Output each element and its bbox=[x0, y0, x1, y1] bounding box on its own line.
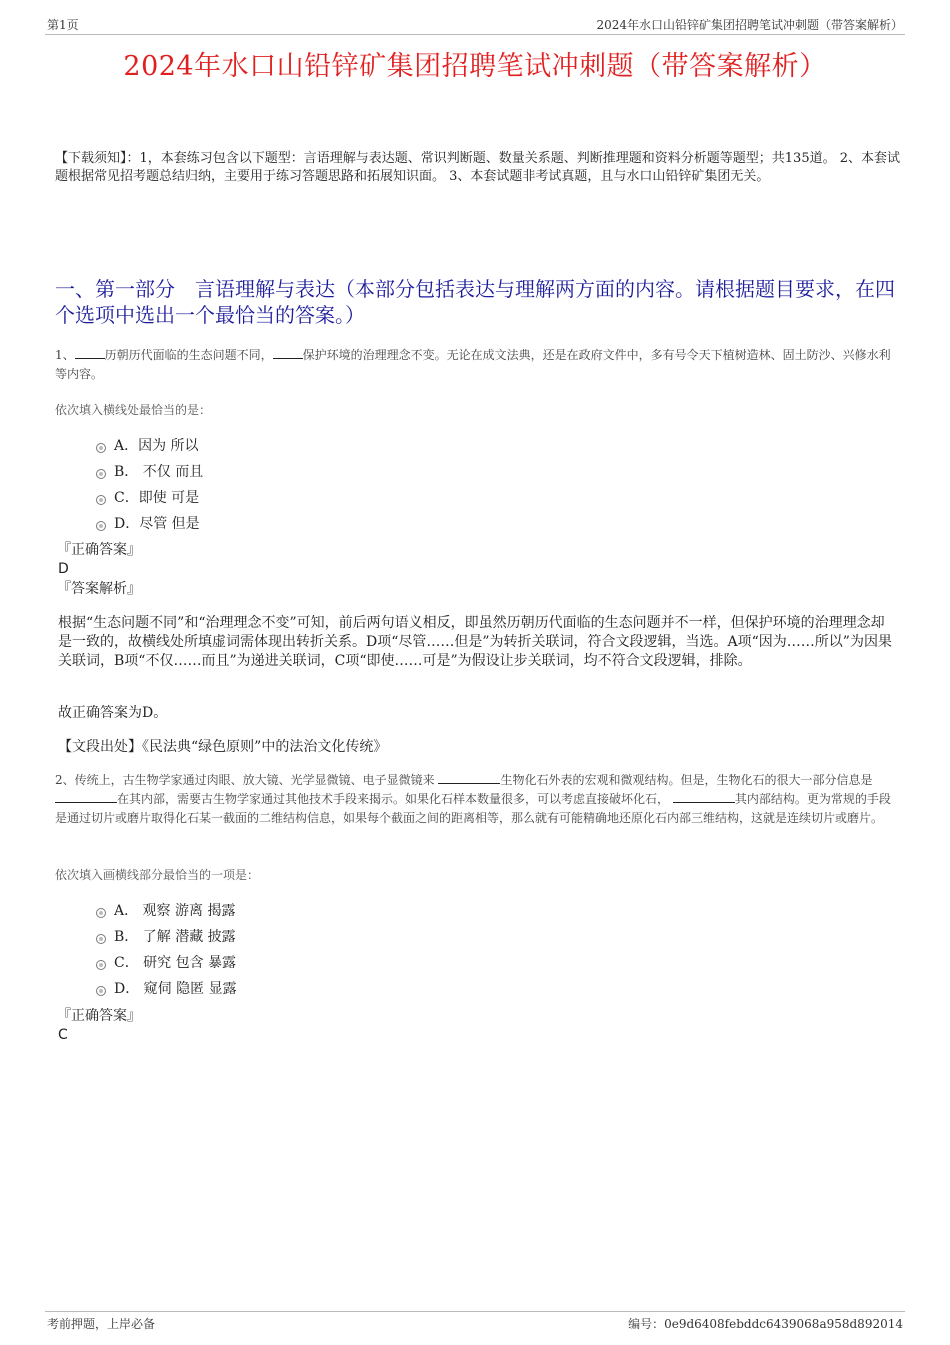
question-2-text bbox=[55, 771, 898, 828]
radio-icon[interactable] bbox=[96, 521, 106, 531]
question-2-option-d[interactable] bbox=[96, 979, 237, 1005]
question-1-answer: D bbox=[58, 561, 69, 577]
question-1-options bbox=[96, 436, 203, 540]
question-1-blank-1 bbox=[75, 348, 105, 359]
download-notice: 【下载须知】：1，本套练习包含以下题型：言语理解与表达题、常识判断题、数量关系题、判断推理题和资料分析题等题型；共135道。 2、本套试题根据常见招考题总结归纳，主要用于练习答题思路和拓展知识面。 3、本套试题非考试真题，且与水口山铅锌矿集团无关。 bbox=[55, 151, 900, 184]
question-1-text bbox=[55, 346, 898, 384]
option-label: C．即使 可是 bbox=[114, 490, 200, 506]
question-2-part-1: 传统上，古生物学家通过肉眼、放大镜、光学显微镜、电子显微镜来 bbox=[74, 773, 435, 787]
question-1-analysis: 根据“生态问题不同”和“治理理念不变”可知，前后两句语义相反，即虽然历朝历代面临的生态问题并不一样，但保护环境的治理理念却是一致的，故横线处所填虚词需体现出转折关系。D项“尽管……但是”为转折关联词，符合文段逻辑，当选。A项“因为……所以”为因果关联词，B项“不仅……而且”为递进关联词，C项“即使……可是”为假设让步关联词，均不符合文段逻辑，排除。 bbox=[58, 615, 892, 669]
question-2-part-4: 其内部结构。更为常规的手段是通过切片或磨片取得化石某一截面的二维结构信息，如果每个截面之间的距离相等，那么就有可能精确地还原化石内部三维结构，这就是连续切片或磨片。 bbox=[55, 792, 891, 825]
question-2-number: 2、 bbox=[55, 773, 75, 787]
footer-doc-id: 编号：0e9d6408febddc6439068a958d892014 bbox=[628, 1317, 903, 1331]
question-1-option-d[interactable] bbox=[96, 514, 203, 540]
question-1-instruction: 依次填入横线处最恰当的是： bbox=[55, 403, 212, 417]
question-1-part-2: 保护环境的治理理念不变。无论在成文法典，还是在政府文件中，多有号令天下植树造林、固土防沙、兴修水利等内容。 bbox=[55, 348, 891, 381]
radio-icon[interactable] bbox=[96, 960, 106, 970]
question-1-answer-label: 『正确答案』 bbox=[57, 542, 141, 558]
question-2-option-c[interactable] bbox=[96, 953, 237, 979]
page-footer bbox=[45, 1311, 905, 1334]
page-number: 第1页 bbox=[47, 18, 79, 32]
option-label: D． 窥伺 隐匿 显露 bbox=[114, 981, 237, 997]
question-2-instruction: 依次填入画横线部分最恰当的一项是： bbox=[55, 868, 260, 882]
question-1-analysis-label: 『答案解析』 bbox=[57, 581, 141, 597]
option-label: D．尽管 但是 bbox=[114, 516, 200, 532]
question-2-answer: C bbox=[58, 1027, 68, 1043]
option-label: C． 研究 包含 暴露 bbox=[114, 955, 237, 971]
radio-icon[interactable] bbox=[96, 986, 106, 996]
question-1-source: 【文段出处】《民法典“绿色原则”中的法治文化传统》 bbox=[58, 739, 388, 755]
question-1-blank-2 bbox=[273, 348, 303, 359]
question-2-part-2: 生物化石外表的宏观和微观结构。但是，生物化石的很大一部分信息是 bbox=[500, 773, 873, 787]
question-1-option-a[interactable] bbox=[96, 436, 203, 462]
question-1-option-c[interactable] bbox=[96, 488, 203, 514]
question-2-options bbox=[96, 901, 237, 1005]
question-2-answer-label: 『正确答案』 bbox=[57, 1008, 141, 1024]
option-label: A． 观察 游离 揭露 bbox=[114, 903, 236, 919]
option-label: B． 不仅 而且 bbox=[114, 464, 204, 480]
radio-icon[interactable] bbox=[96, 908, 106, 918]
section-heading: 一、第一部分 言语理解与表达（本部分包括表达与理解两方面的内容。请根据题目要求，在四个选项中选出一个最恰当的答案。） bbox=[55, 277, 895, 327]
radio-icon[interactable] bbox=[96, 495, 106, 505]
document-title: 2024年水口山铅锌矿集团招聘笔试冲刺题（带答案解析） bbox=[123, 51, 827, 82]
question-1-number: 1、 bbox=[55, 348, 75, 362]
radio-icon[interactable] bbox=[96, 469, 106, 479]
option-label: B． 了解 潜藏 披露 bbox=[114, 929, 236, 945]
question-1-part-1: 历朝历代面临的生态问题不同， bbox=[104, 348, 273, 362]
question-2-option-a[interactable] bbox=[96, 901, 237, 927]
footer-slogan: 考前押题，上岸必备 bbox=[47, 1317, 156, 1331]
radio-icon[interactable] bbox=[96, 443, 106, 453]
header-doc-title: 2024年水口山铅锌矿集团招聘笔试冲刺题（带答案解析） bbox=[596, 18, 903, 32]
question-1-conclusion: 故正确答案为D。 bbox=[58, 705, 168, 721]
question-2-option-b[interactable] bbox=[96, 927, 237, 953]
page-header bbox=[45, 14, 905, 35]
radio-icon[interactable] bbox=[96, 934, 106, 944]
question-2-blank-1 bbox=[438, 773, 500, 784]
question-1-option-b[interactable] bbox=[96, 462, 203, 488]
question-2-blank-2 bbox=[55, 792, 117, 803]
question-2-part-3: 在其内部，需要古生物学家通过其他技术手段来揭示。如果化石样本数量很多，可以考虑直接破坏化石， bbox=[117, 792, 670, 806]
question-2-blank-3 bbox=[673, 792, 735, 803]
option-label: A．因为 所以 bbox=[114, 438, 199, 454]
